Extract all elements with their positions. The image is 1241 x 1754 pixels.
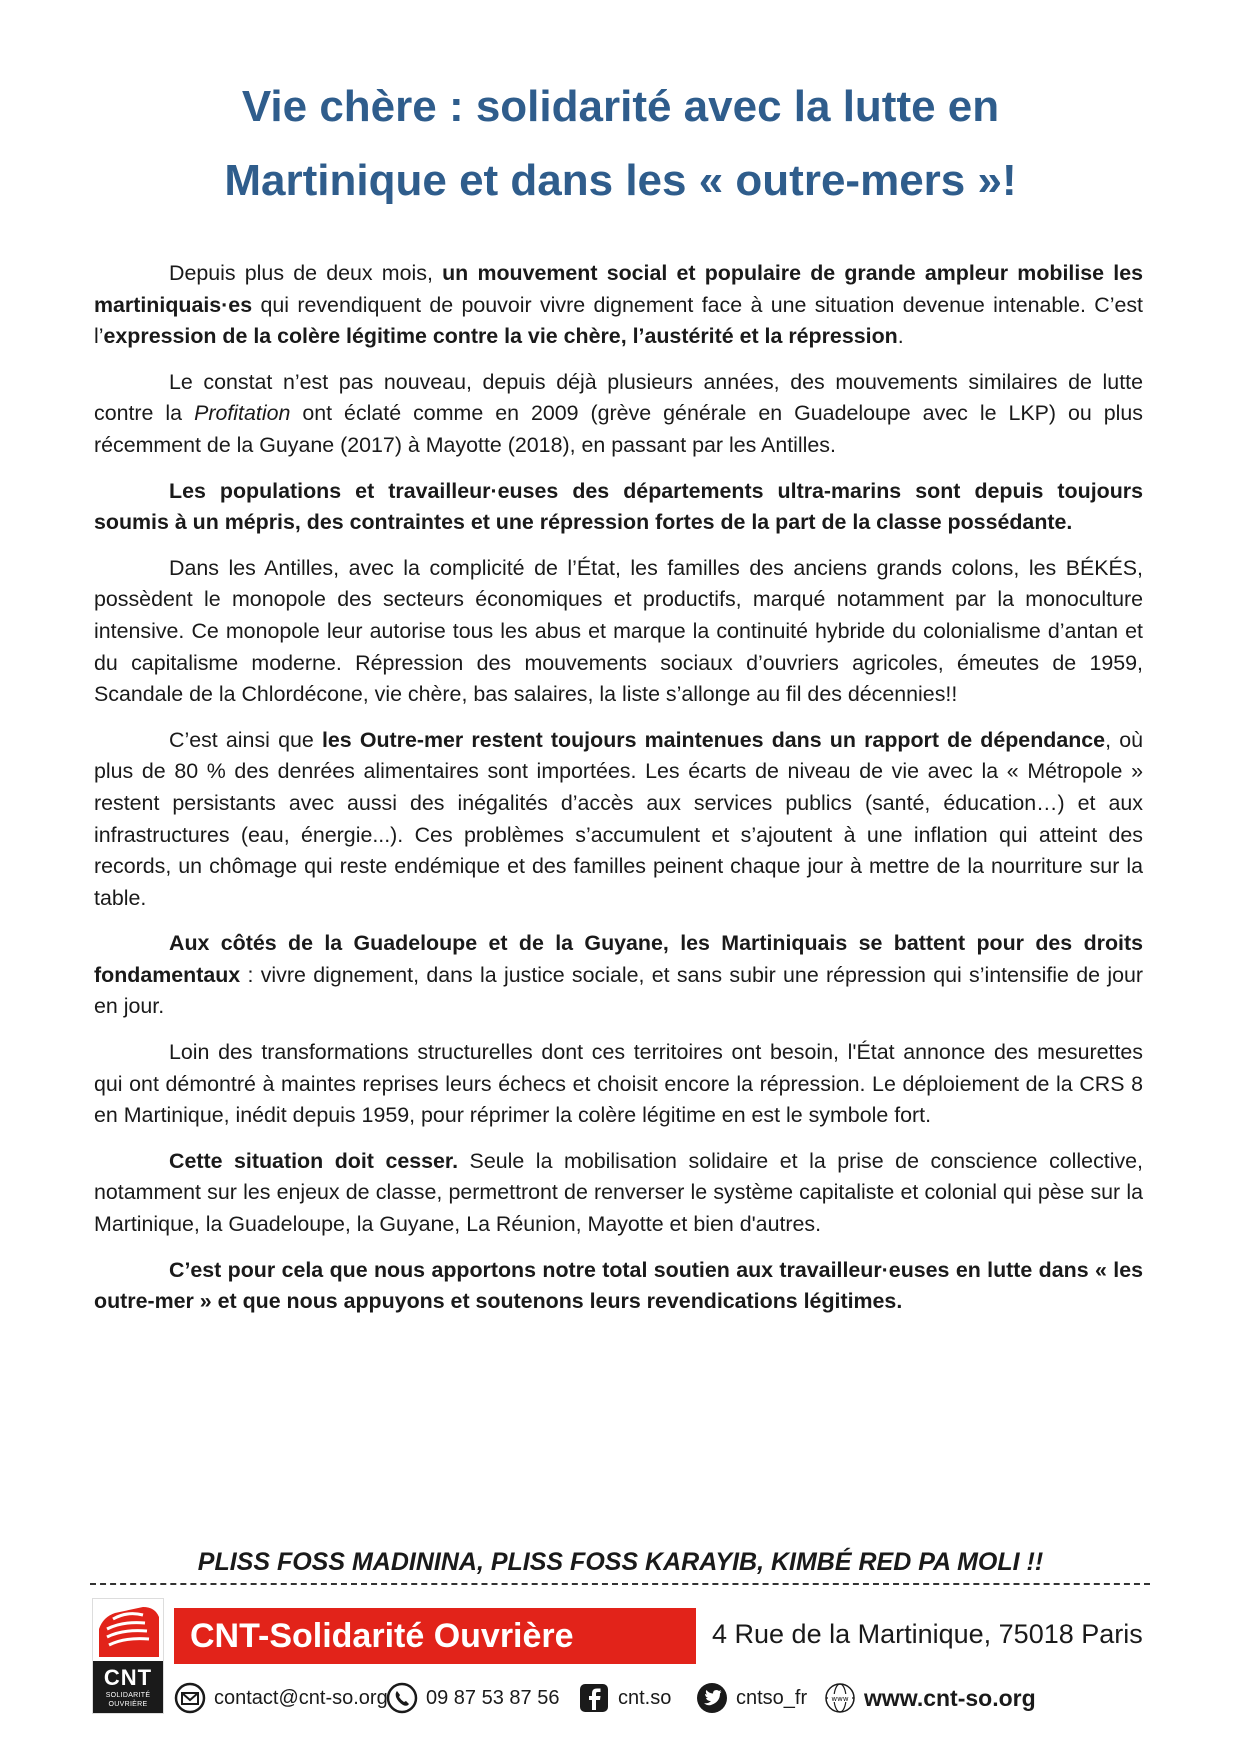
article-body <box>94 258 1143 1332</box>
paragraph-1-run: expression de la colère légitime contre la vie chère, l’austérité et la répression <box>103 324 898 349</box>
paragraph-1-run: qui revendiquent de pouvoir vivre dignement face à une situation devenue intenable. C’est l’ <box>94 292 1143 349</box>
twitter-handle: cntso_fr <box>736 1686 808 1709</box>
logo-subtext-2: OUVRIÈRE <box>108 1701 148 1708</box>
twitter-icon <box>696 1682 728 1714</box>
phone-contact[interactable] <box>386 1676 559 1720</box>
email-contact[interactable] <box>174 1676 388 1720</box>
paragraph-6-run: : vivre dignement, dans la justice sociale, et sans subir une répression qui s’intensifie de jour en jour. <box>94 962 1143 1019</box>
paragraph-4 <box>94 553 1143 711</box>
email-address: contact@cnt-so.org <box>214 1686 388 1709</box>
postal-address: 4 Rue de la Martinique, 75018 Paris <box>712 1619 1143 1649</box>
fist-icon <box>93 1599 165 1663</box>
globe-icon <box>824 1682 856 1714</box>
logo-label-block <box>93 1661 163 1713</box>
phone-icon <box>386 1682 418 1714</box>
paragraph-4-run: Dans les Antilles, avec la complicité de l’État, les familles des anciens grands colons, les BÉKÉS, possèdent le monopole des secteurs économiques et productifs, marqué notamment par la monoculture intensive. Ce monopole leur autorise tous les abus et marque la continuité hybride du colonialisme d’antan et du capitalisme moderne. Répression des mouvements sociaux d’ouvriers agricoles, émeutes de 1959, Scandale de la Chlordécone, vie chère, bas salaires, la liste s’allonge au fil des décennies!! <box>94 555 1143 707</box>
globe-icon-label: www <box>831 1695 849 1703</box>
logo-text: CNT <box>103 1665 153 1690</box>
paragraph-5 <box>94 725 1143 915</box>
paragraph-2-run: Profitation <box>194 401 291 426</box>
paragraph-2-run: ont éclaté comme en 2009 (grève générale en Guadeloupe avec le LKP) ou plus récemment de la Guyane (2017) à Mayotte (2018), en passant par les Antilles. <box>94 401 1143 457</box>
paragraph-1-run: . <box>897 324 904 349</box>
facebook-icon <box>578 1682 610 1714</box>
facebook-handle: cnt.so <box>618 1686 672 1709</box>
paragraph-8-run: Seule la mobilisation solidaire et la prise de conscience collective, notamment sur les enjeux de classe, permettront de renverser le système capitaliste et colonial qui pèse sur la Martinique, la Guadeloupe, la Guyane, La Réunion, Mayotte et bien d'autres. <box>94 1148 1143 1237</box>
organization-banner: CNT-Solidarité Ouvrière <box>174 1608 696 1664</box>
email-icon <box>174 1682 206 1714</box>
logo-subtext-1: SOLIDARITÉ <box>105 1692 151 1699</box>
cnt-logo <box>92 1598 164 1714</box>
page-title <box>60 70 1181 218</box>
paragraph-5-run: les Outre-mer restent toujours maintenues dans un rapport de dépendance <box>321 727 1106 752</box>
twitter-contact[interactable] <box>696 1676 807 1720</box>
closing-slogan: PLISS FOSS MADININA, PLISS FOSS KARAYIB, KIMBÉ RED PA MOLI !! <box>197 1548 1044 1576</box>
paragraph-6 <box>94 928 1143 1023</box>
title-line-2: Martinique et dans les « outre-mers »! <box>224 156 1017 205</box>
paragraph-7 <box>94 1037 1143 1132</box>
paragraph-5-run: , où plus de 80 % des denrées alimentaires sont importées. Les écarts de niveau de vie avec la « Métropole » restent persistants avec aussi des inégalités d’accès aux services publics (santé, éducation…) et aux infrastructures (eau, énergie...). Ces problèmes s’accumulent et s’ajoutent à une inflation qui atteint des records, un chômage qui reste endémique et des familles peinent chaque jour à mettre de la nourriture sur la table. <box>94 727 1144 910</box>
paragraph-1-run: un mouvement social et populaire de grande ampleur mobilise les martiniquais·es <box>94 261 1144 317</box>
phone-number: 09 87 53 87 56 <box>426 1686 560 1709</box>
paragraph-2-run: Le constat n’est pas nouveau, depuis déjà plusieurs années, des mouvements similaires de lutte contre la <box>94 369 1143 426</box>
paragraph-7-run: Loin des transformations structurelles dont ces territoires ont besoin, l'État annonce des mesurettes qui ont démontré à maintes reprises leurs échecs et choisit encore la répression. Le déploiement de la CRS 8 en Martinique, inédit depuis 1959, pour réprimer la colère légitime en est le symbole fort. <box>94 1040 1143 1128</box>
dashed-divider <box>90 1583 1150 1585</box>
paragraph-5-run: C’est ainsi que <box>169 727 322 752</box>
paragraph-9 <box>94 1255 1143 1318</box>
website-contact[interactable] <box>824 1676 1036 1720</box>
facebook-contact[interactable] <box>578 1676 671 1720</box>
paragraph-8 <box>94 1146 1143 1241</box>
paragraph-8-run: Cette situation doit cesser. <box>169 1148 459 1173</box>
contact-bar <box>174 1676 1164 1720</box>
paragraph-2 <box>94 367 1143 462</box>
paragraph-1 <box>94 258 1143 353</box>
website-url: www.cnt-so.org <box>864 1684 1036 1711</box>
paragraph-3-run: Les populations et travailleur·euses des départements ultra-marins sont depuis toujours soumis à un mépris, des contraintes et une répression fortes de la part de la classe possédante. <box>94 478 1143 535</box>
paragraph-1-run: Depuis plus de deux mois, <box>169 261 443 285</box>
paragraph-6-run: Aux côtés de la Guadeloupe et de la Guyane, les Martiniquais se battent pour des droits fondamentaux <box>94 931 1143 987</box>
paragraph-3 <box>94 476 1143 539</box>
title-line-1: Vie chère : solidarité avec la lutte en <box>241 82 1000 131</box>
paragraph-9-run: C’est pour cela que nous apportons notre total soutien aux travailleur·euses en lutte dans « les outre-mer » et que nous appuyons et soutenons leurs revendications légitimes. <box>94 1257 1143 1314</box>
